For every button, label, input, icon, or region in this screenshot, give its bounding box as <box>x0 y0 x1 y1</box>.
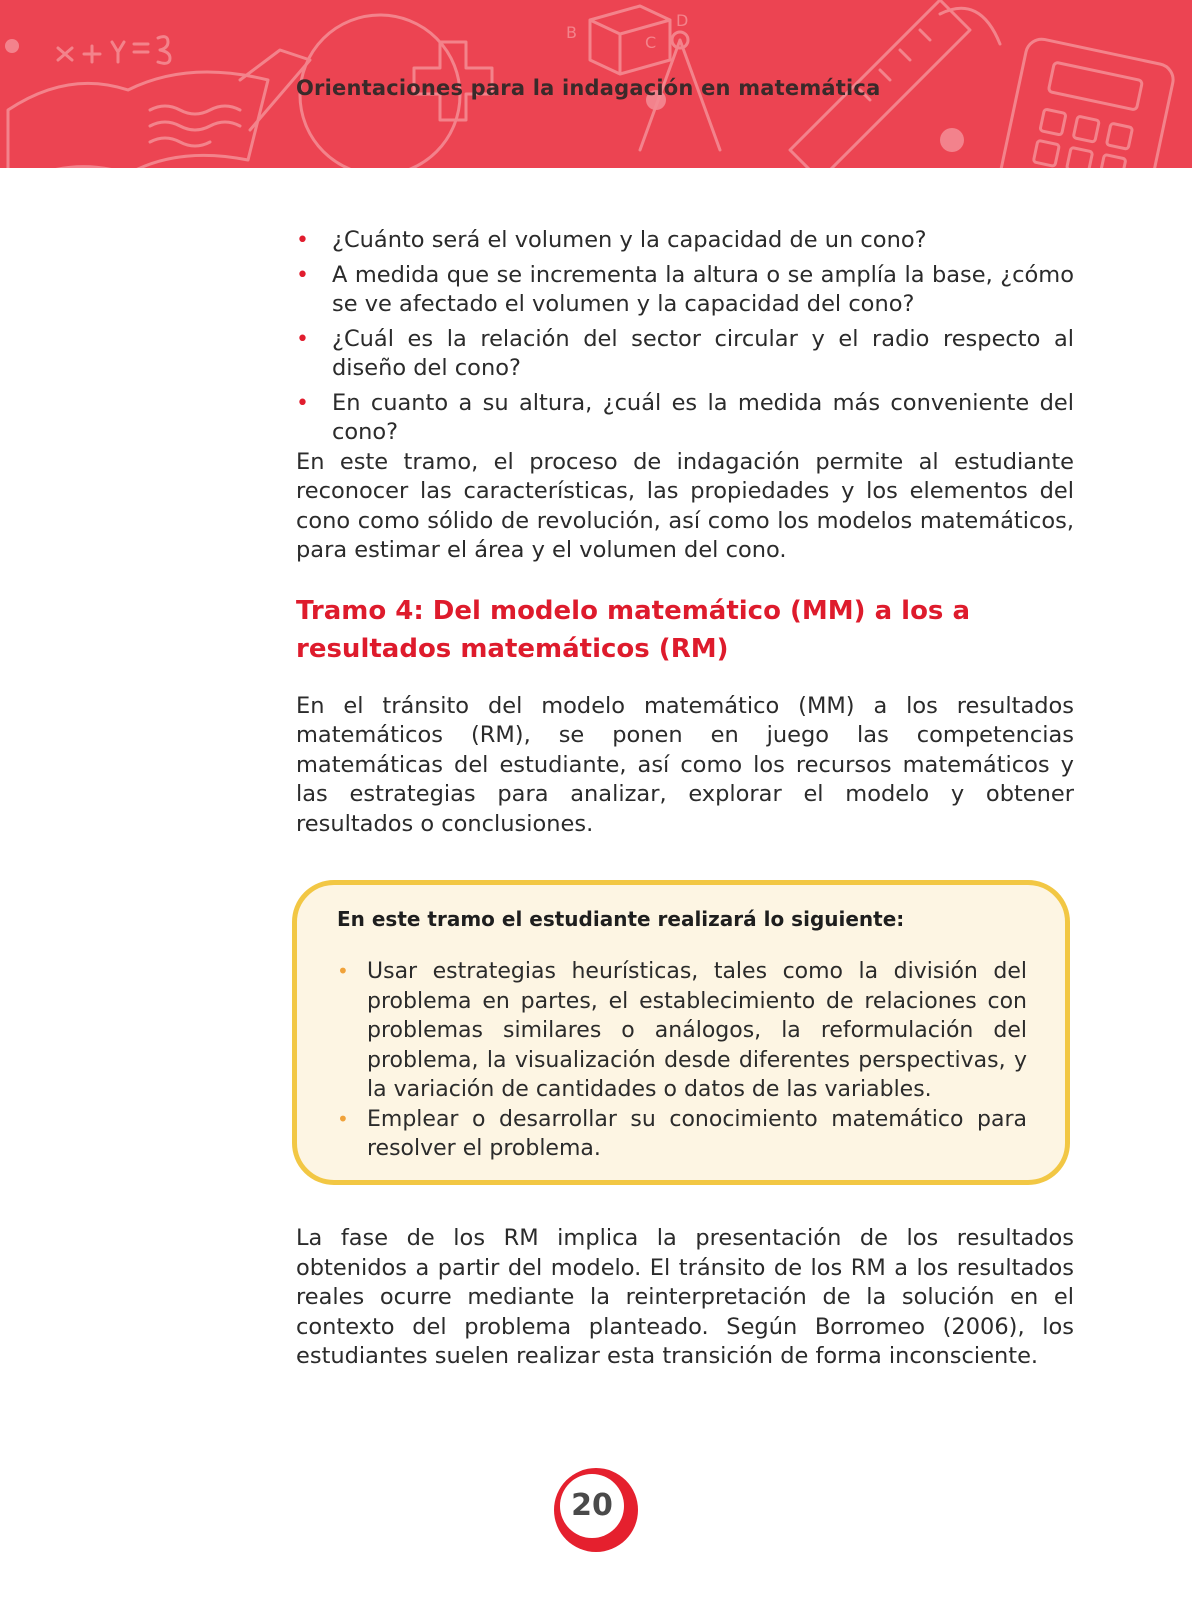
paragraph-transit: En el tránsito del modelo matemático (MM) a los resultados matemáticos (RM), se ponen en juego las competencias matemáticas del estudiante, así como los recursos matemáticos y las estrategias para analizar, explorar el modelo y obtener resultados o conclusiones. <box>296 692 1074 837</box>
bullet-icon: • <box>296 390 309 416</box>
bullet-icon: • <box>337 959 349 983</box>
list-item: • ¿Cuál es la relación del sector circular y el radio respecto al diseño del cono? <box>296 325 1074 381</box>
section-heading <box>296 592 1074 668</box>
paragraph-rm-phase: La fase de los RM implica la presentación de los resultados obtenidos a partir del modelo. El tránsito de los RM a los resultados reales ocurre mediante la reinterpretación de la solución en el contexto del problema planteado. Según Borromeo (2006), los estudiantes suelen realizar esta transición de forma inconsciente. <box>296 1225 1074 1369</box>
bullet-icon: • <box>337 1106 349 1131</box>
highlight-box <box>292 880 1070 1185</box>
list-item: • Emplear o desarrollar su conocimiento matemático para resolver el problema. <box>337 1106 1027 1161</box>
header-title: Orientaciones para la indagación en matemática <box>296 76 881 100</box>
page-number-badge <box>554 1468 638 1552</box>
question-list <box>296 226 1074 448</box>
svg-text:B: B <box>566 23 577 42</box>
bullet-icon: • <box>296 262 309 288</box>
formula-icon <box>58 37 170 64</box>
calculator-icon <box>994 36 1176 168</box>
list-item: • Usar estrategias heurísticas, tales como la división del problema en partes, el establecimiento de relaciones con problemas similares o análogos, la reformulación del problema, la visualización desde diferentes perspectivas, y la variación de cantidades o datos de las variables. <box>337 959 1027 1102</box>
svg-text:C: C <box>645 33 657 52</box>
bullet-icon: • <box>296 326 309 352</box>
page-number: 20 <box>571 1488 613 1523</box>
list-item: • A medida que se incrementa la altura o se amplía la base, ¿cómo se ve afectado el volumen y la capacidad del cono? <box>296 261 1074 317</box>
section-heading-line2: resultados matemáticos (RM) <box>296 633 729 664</box>
bullet-icon: • <box>296 228 309 253</box>
section-heading-line1: Tramo 4: Del modelo matemático (MM) a los a <box>296 595 971 626</box>
final-content <box>296 1224 1074 1372</box>
book-icon <box>8 50 310 168</box>
list-item: • ¿Cuánto será el volumen y la capacidad de un cono? <box>296 226 1074 256</box>
main-content <box>296 226 1074 839</box>
page-header <box>0 0 1192 168</box>
box-title: En este tramo el estudiante realizará lo siguiente: <box>337 907 905 931</box>
svg-text:D: D <box>676 11 689 30</box>
list-item: • En cuanto a su altura, ¿cuál es la medida más conveniente del cono? <box>296 389 1074 445</box>
paragraph-intro: En este tramo, el proceso de indagación permite al estudiante reconocer las características, las propiedades y los elementos del cono como sólido de revolución, así como los modelos matemáticos, para estimar el área y el volumen del cono. <box>296 448 1074 563</box>
box-list <box>337 957 1027 1164</box>
